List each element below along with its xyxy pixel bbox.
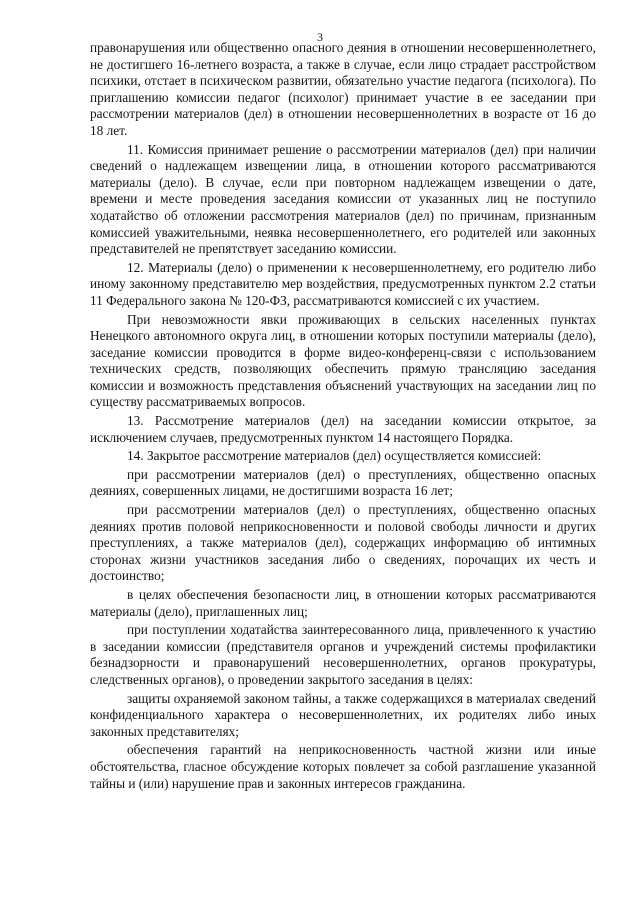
- paragraph: 11. Комиссия принимает решение о рассмотрении материалов (дел) при наличии сведений о надлежащем извещении лица, в отношении которого рассматриваются материалы (дело). В случае, если при повторном надлежащем извещении о дате, времени и месте проведения заседания комиссии от указанных лиц не поступило ходатайство об отложении рассмотрения материалов (дел) по причинам, признанным комиссией уважительными, неявка несовершеннолетнего, его родителей или законных представителей не препятствует заседанию комиссии.: [90, 141, 596, 257]
- document-body: [90, 40, 596, 792]
- paragraph: обеспечения гарантий на неприкосновенность частной жизни или иные обстоятельства, гласное обсуждение которых повлечет за собой разглашение указанной тайны и (или) нарушение прав и законных интересов гражданина.: [90, 742, 596, 791]
- paragraph: правонарушения или общественно опасного деяния в отношении несовершеннолетнего, не достигшего 16-летнего возраста, а также в случае, если лицо страдает расстройством психики, отстает в психическом развитии, обязательно участие педагога (психолога). По приглашению комиссии педагог (психолог) принимает участие в ее заседании при рассмотрении материалов (дел) в отношении несовершеннолетних в возрасте от 16 до 18 лет.: [90, 40, 596, 138]
- paragraph: 14. Закрытое рассмотрение материалов (дел) осуществляется комиссией:: [127, 448, 542, 464]
- paragraph: при рассмотрении материалов (дел) о преступлениях, общественно опасных деяниях против половой неприкосновенности и половой свободы личности и других преступлениях, а также материалов (дел), содержащих информацию об интимных сторонах жизни участников заседания либо о сведениях, порочащих их честь и достоинство;: [90, 502, 596, 584]
- paragraph: 12. Материалы (дело) о применении к несовершеннолетнему, его родителю либо иному законному представителю мер воздействия, предусмотренных пунктом 2.2 статьи 11 Федерального закона № 120-ФЗ, рассматриваются комиссией с их участием.: [90, 259, 596, 308]
- paragraph: при рассмотрении материалов (дел) о преступлениях, общественно опасных деяниях, совершенных лицами, не достигшими возраста 16 лет;: [90, 466, 596, 499]
- paragraph: При невозможности явки проживающих в сельских населенных пунктах Ненецкого автономного округа лиц, в отношении которых поступили материалы (дело), заседание комиссии проводится в форме видео-конференц-связи с использованием технических средств, позволяющих обеспечить прямую трансляцию заседания комиссии и возможность представления объяснений участвующих на заседании лиц по существу рассматриваемых вопросов.: [90, 311, 596, 410]
- page-number: 3: [317, 30, 323, 44]
- paragraph: при поступлении ходатайства заинтересованного лица, привлеченного к участию в заседании комиссии (представителя органов и учреждений системы профилактики безнадзорности и правонарушений несовершеннолетних, органов прокуратуры, следственных органов), о проведении закрытого заседания в целях:: [90, 622, 596, 687]
- paragraph: 13. Рассмотрение материалов (дел) на заседании комиссии открытое, за исключением случаев, предусмотренных пунктом 14 настоящего Порядка.: [90, 413, 596, 445]
- paragraph: в целях обеспечения безопасности лиц, в отношении которых рассматриваются материалы (дело), приглашенных лиц;: [90, 587, 596, 619]
- paragraph: защиты охраняемой законом тайны, а также содержащихся в материалах сведений конфиденциального характера о несовершеннолетних, их родителях либо иных законных представителях;: [90, 690, 596, 739]
